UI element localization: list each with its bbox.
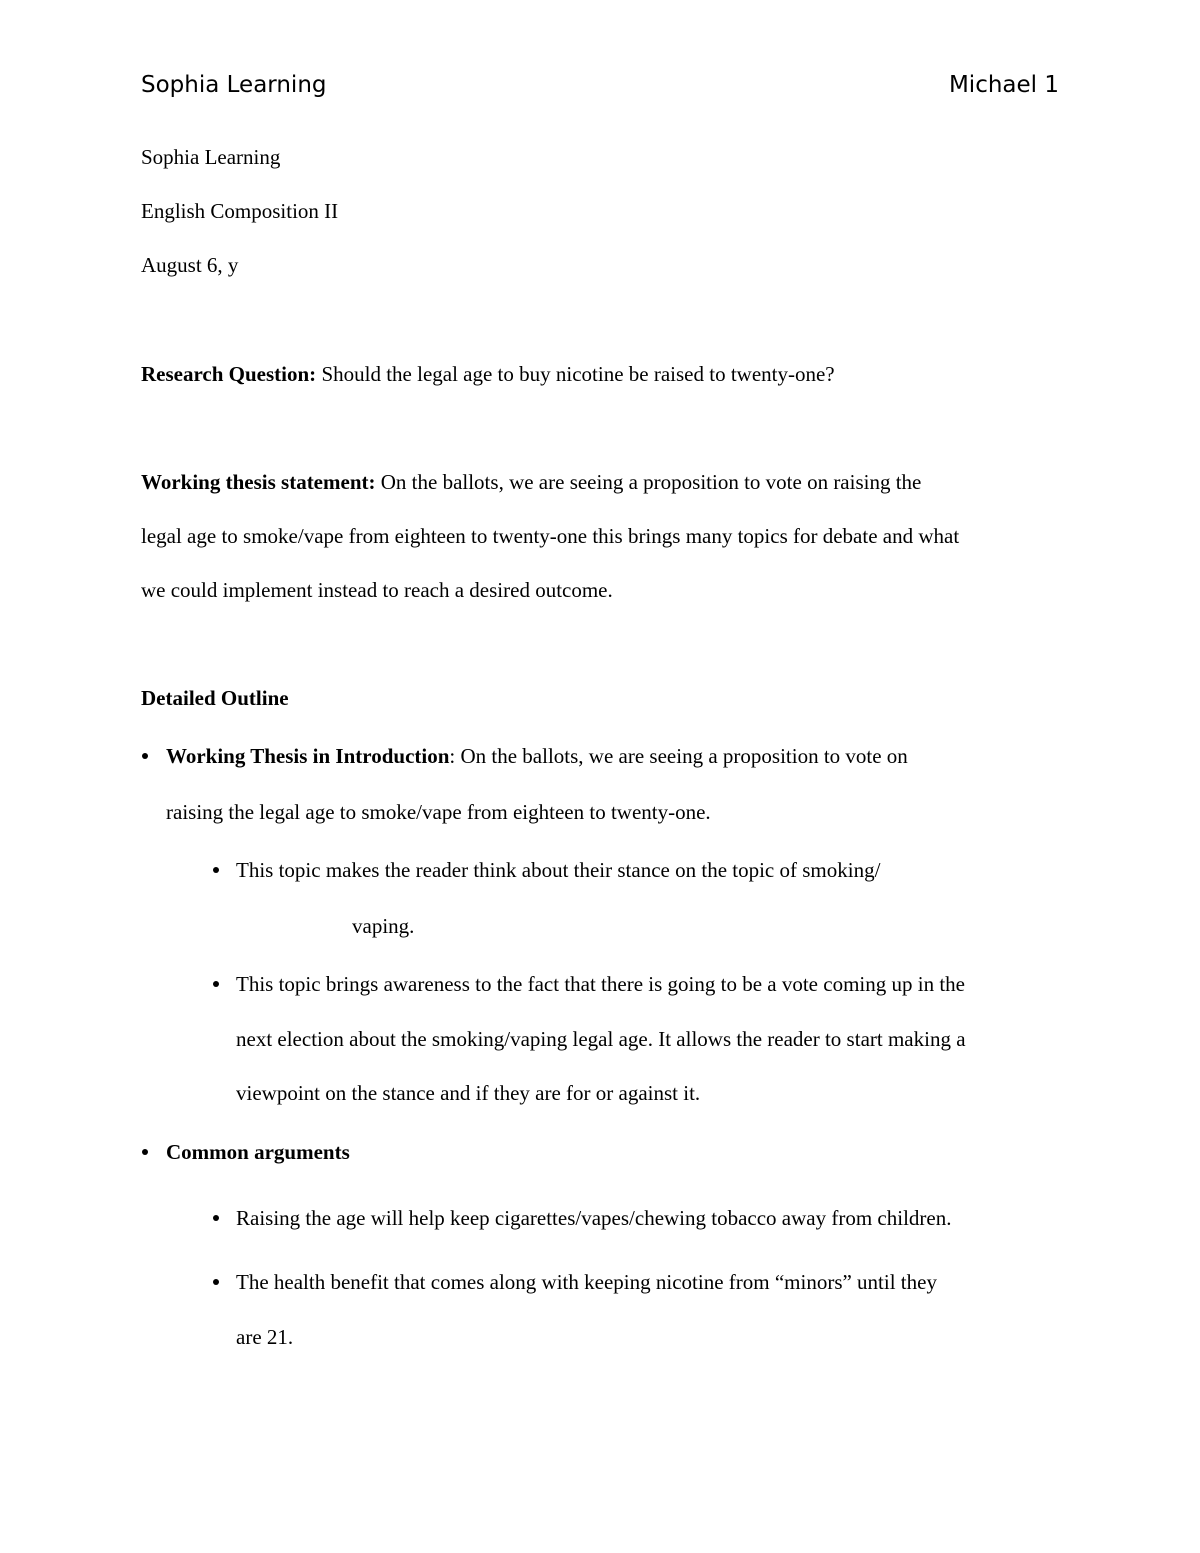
outline-title: Detailed Outline xyxy=(141,686,289,710)
bullet-icon xyxy=(213,981,219,987)
outline-item-1-sub-2-line-3: viewpoint on the stance and if they are for or against it. xyxy=(236,1081,701,1105)
research-question-label: Research Question: xyxy=(141,362,317,386)
outline-item-1-sub-2-line-2: next election about the smoking/vaping legal age. It allows the reader to start making a xyxy=(236,1027,966,1051)
outline-item-1-sub-1-line-1: This topic makes the reader think about their stance on the topic of smoking/ xyxy=(236,858,881,882)
thesis-line-1 xyxy=(141,468,921,496)
bullet-icon xyxy=(213,1215,219,1221)
date: August 6, y xyxy=(141,253,239,277)
outline-item-1-sub-1-line-2: vaping. xyxy=(352,914,415,938)
thesis-line-3: we could implement instead to reach a desired outcome. xyxy=(141,578,613,602)
outline-item-2-sub-2-line-2: are 21. xyxy=(236,1325,294,1349)
header-page-number: Michael 1 xyxy=(948,72,1059,98)
outline-item-2-label: Common arguments xyxy=(166,1140,350,1164)
bullet-icon xyxy=(213,867,219,873)
header-left-title: Sophia Learning xyxy=(141,72,327,98)
outline-item-1-line-1 xyxy=(166,742,908,770)
outline-item-1-sub-2-line-1: This topic brings awareness to the fact that there is going to be a vote coming up in the xyxy=(236,972,965,996)
research-question xyxy=(141,360,835,388)
bullet-icon xyxy=(142,1149,148,1155)
thesis-text-1: On the ballots, we are seeing a proposition to vote on raising the xyxy=(375,470,922,494)
course-name: English Composition II xyxy=(141,199,339,223)
thesis-label: Working thesis statement: xyxy=(141,470,376,494)
outline-item-2-sub-1-line-1: Raising the age will help keep cigarettes/vapes/chewing tobacco away from children. xyxy=(236,1206,952,1230)
outline-item-1-text: : On the ballots, we are seeing a proposition to vote on xyxy=(449,744,908,768)
bullet-icon xyxy=(213,1279,219,1285)
research-question-text: Should the legal age to buy nicotine be raised to twenty-one? xyxy=(316,362,835,386)
outline-item-1-label: Working Thesis in Introduction xyxy=(166,744,450,768)
thesis-line-2: legal age to smoke/vape from eighteen to twenty-one this brings many topics for debate and what xyxy=(141,524,960,548)
student-name: Sophia Learning xyxy=(141,145,281,169)
outline-item-2-sub-2-line-1: The health benefit that comes along with keeping nicotine from “minors” until they xyxy=(236,1270,937,1294)
bullet-icon xyxy=(142,753,148,759)
outline-item-1-line-2: raising the legal age to smoke/vape from eighteen to twenty-one. xyxy=(166,800,711,824)
